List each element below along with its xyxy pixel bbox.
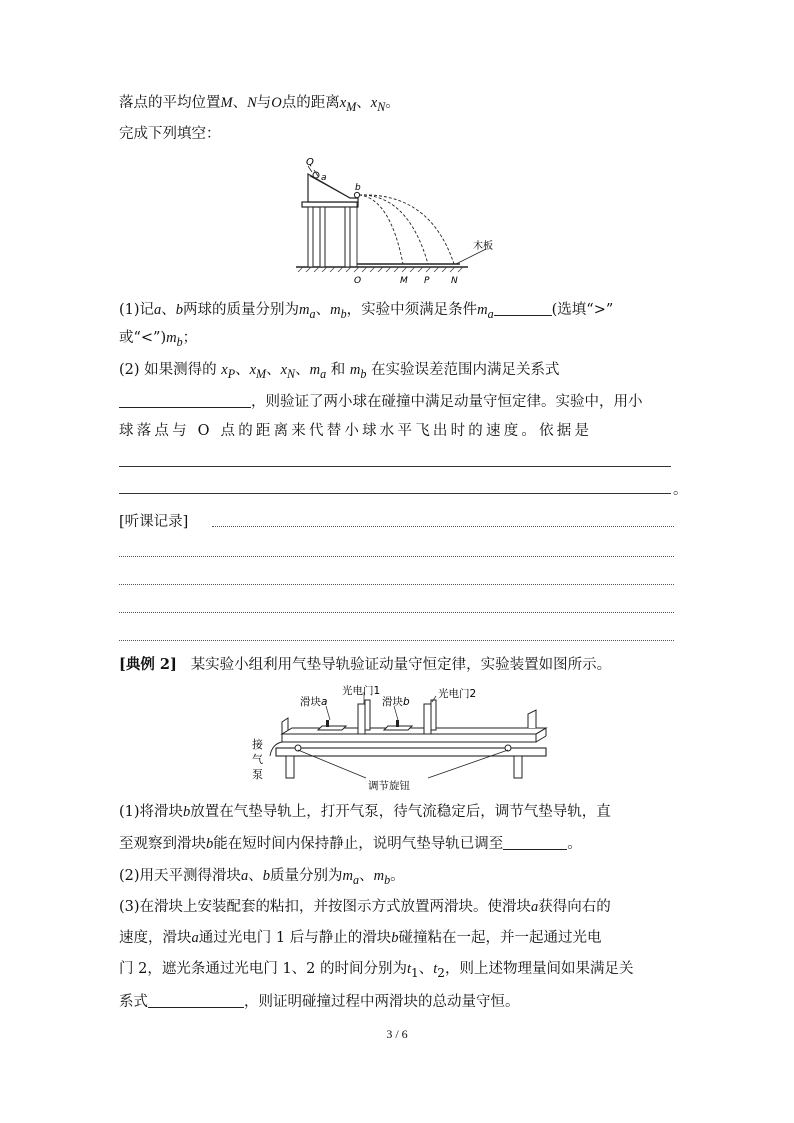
question-2-line-3: 球落点与 O 点的距离来代替小球水平飞出时的速度。依据是 — [119, 423, 593, 439]
question-1-line-1: (1)记a、b两球的质量分别为$m_a$、$m_b$，实验中须满足条件$m_a$ (选填“>” — [119, 299, 613, 324]
label-a: a — [321, 173, 327, 183]
label-pump-3: 泵 — [252, 768, 263, 781]
example-2-q3-line-3: 门 2，遮光条通过光电门 1、2 的时间分别为$t_1$、$t_2$，则上述物理量间如果满足关 — [119, 961, 634, 980]
example-2-q3-line-4: 系式 ，则证明碰撞过程中两滑块的总动量守恒。 — [119, 991, 520, 1012]
label-slider-a: 滑块a — [300, 696, 328, 708]
question-2-line-2: ，则验证了两小球在碰撞中满足动量守恒定律。实验中，用小 — [119, 391, 643, 412]
answer-line-1[interactable] — [119, 466, 671, 467]
label-N: N — [451, 276, 458, 286]
label-knob: 调节旋钮 — [368, 780, 410, 792]
label-gate-2: 光电门2 — [438, 688, 477, 700]
label-pump-1: 接 — [252, 738, 263, 751]
example-2-q3-line-1: (3)在滑块上安装配套的粘扣，并按图示方式放置两滑块。使滑块a获得向右的 — [119, 899, 611, 915]
answer-blank-1[interactable] — [494, 299, 552, 316]
answer-blank-4[interactable] — [148, 991, 244, 1008]
label-M: M — [400, 276, 408, 286]
answer-blank-2[interactable] — [119, 391, 251, 408]
label-gate-1: 光电门1 — [342, 685, 381, 697]
question-1-line-2: 或“$<”)m_b$； — [119, 330, 198, 349]
label-slider-b: 滑块b — [382, 696, 410, 708]
question-2-line-1: (2) 如果测得的 $x_P$、$x_M$、$x_N$、$m_a$ 和 $m_b$ 在实验误差范围内满足关系式 — [119, 362, 560, 381]
example-2-q1-line-2: 至观察到滑块b能在短时间内保持静止，说明气垫导轨已调至 。 — [119, 833, 582, 854]
example-2-q1-line-1: (1)将滑块b放置在气垫导轨上，打开气泵，待气流稳定后，调节气垫导轨，直 — [119, 804, 611, 820]
notes-line-3[interactable] — [119, 584, 674, 585]
label-Q: Q — [306, 157, 314, 168]
example-2-q2: (2)用天平测得滑块a、b质量分别为$m_a$、$m_b$。 — [119, 868, 405, 887]
notes-line-4[interactable] — [119, 612, 674, 613]
label-O: O — [354, 276, 362, 286]
notes-line-5[interactable] — [119, 640, 674, 641]
answer-blank-3[interactable] — [503, 833, 567, 850]
page-number: 3 / 6 — [386, 1027, 408, 1041]
intro-line: 落点的平均位置M、N与O点的距离$x_M$、$x_N$。 — [119, 95, 400, 114]
instruction: 完成下列填空： — [119, 126, 221, 142]
notes-line-2[interactable] — [119, 556, 674, 557]
label-pump-2: 气 — [252, 753, 263, 766]
answer-line-2[interactable] — [119, 493, 671, 494]
label-P: P — [424, 276, 430, 286]
projectile-apparatus-figure — [290, 152, 520, 292]
example-2-q3-line-2: 速度，滑块a通过光电门 1 后与静止的滑块b碰撞粘在一起，并一起通过光电 — [119, 930, 602, 946]
label-board: 木板 — [473, 241, 493, 252]
notes-label: [听课记录] — [119, 514, 189, 530]
notes-line-1[interactable] — [212, 526, 674, 527]
air-track-figure — [246, 682, 556, 796]
example-2-heading: [典例 2] 某实验小组利用气垫导轨验证动量守恒定律，实验装置如图所示。 — [119, 656, 612, 673]
answer-end-mark: 。 — [673, 482, 688, 498]
label-b: b — [355, 183, 361, 193]
